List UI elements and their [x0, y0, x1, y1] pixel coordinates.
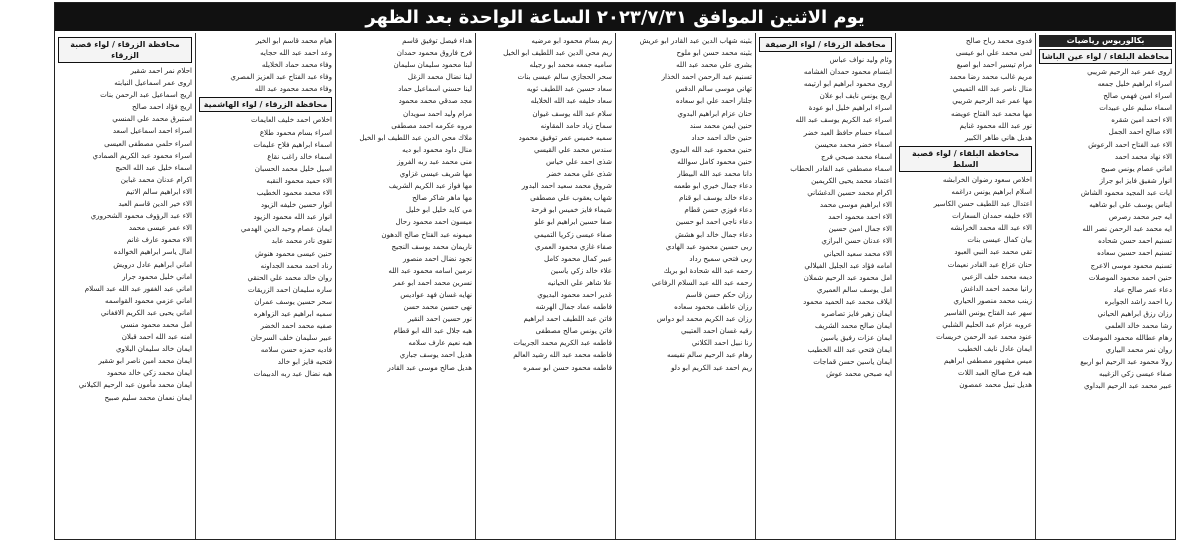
candidate-name: هديل هاني طاهر الكبير: [964, 132, 1032, 142]
candidate-name: ايه صبحي محمد عوش: [826, 369, 892, 379]
candidate-name: سحر الحجازي سالم عيسى بنات: [517, 72, 612, 82]
district-header: محافظة الزرقاء / لواء قصبة الزرقاء: [58, 37, 192, 63]
candidate-name: هديل احمد يوسف جباري: [399, 350, 472, 360]
candidate-name: ربى حسين محمود عبد الهادي: [665, 241, 752, 251]
candidate-name: مرام تيسير احمد ابو اصبع: [956, 60, 1032, 70]
candidate-name: امامه فؤاد عبد الجليل الفيلالي: [804, 260, 892, 270]
candidate-name: اسماء سليم علي عبيدات: [1099, 103, 1172, 113]
candidate-name: رزان رزق ابراهيم الحياني: [1097, 308, 1172, 318]
candidate-name: اخلاص سعود رضوان الخرابشه: [942, 174, 1032, 184]
degree-label: بكالوريوس رياضيات: [1039, 35, 1172, 47]
candidate-name: مها فواز عبد الكريم الشريف: [388, 181, 472, 191]
candidate-name: منال داود محمود ابو ديه: [402, 144, 472, 154]
candidate-name: ايمان خالد سليمان البلاوي: [115, 344, 192, 354]
candidate-name: اروى عمر اسماعيل النيابته: [114, 78, 192, 88]
candidate-name: لينا نضال محمد الزغل: [407, 72, 472, 82]
candidate-name: رحمه عبد الله شحادة ابو بريك: [663, 265, 752, 275]
candidate-name: الاء عبد الله محمد الخرابشه: [950, 223, 1032, 233]
candidate-name: ساميه جمعه محمد ابو رجيله: [529, 60, 612, 70]
candidate-name: رزان عاطف محمود سعاده: [674, 302, 752, 312]
candidate-name: فاطمه محمد عبد الله رشيد العالم: [513, 350, 612, 360]
candidate-name: اسماء حسام حافظ العبد خضر: [803, 127, 892, 137]
candidate-name: سلام عبد الله يوسف غيوان: [532, 108, 612, 118]
candidate-name: رزان حكم حسن قاسم: [685, 289, 752, 299]
candidate-name: سميه خميس عمر توفيق محمود: [518, 132, 612, 142]
candidate-name: ايه جبر محمد رصرص: [1108, 212, 1172, 222]
candidate-name: نرمين اسامه محمود عبد الله: [388, 265, 472, 275]
candidate-name: اسيل خليل محمد الحسبان: [254, 163, 332, 173]
candidate-name: اسراء عبد الكريم يوسف عبد الله: [795, 115, 892, 125]
candidate-name: حنان عزاع عبد القادر نعيمات: [947, 259, 1032, 269]
candidate-name: صفيه محمد احمد الخضر: [260, 321, 332, 331]
candidate-name: بثينه شهاب الدين عبد القادر ابو عريش: [639, 36, 752, 45]
candidate-name: ايمان عزات رفيق ياسين: [820, 333, 892, 343]
candidate-name: انوار عبد الله محمود الزيود: [253, 212, 332, 222]
candidate-name: فاتن يونس صالح مصطفى: [535, 326, 612, 336]
candidate-name: الاء ابراهيم موسى محمد: [819, 200, 892, 210]
candidate-name: ايات عبد المجيد محمود الشاش: [1080, 187, 1172, 197]
candidate-name: اكرام محمد حسين الدغشاني: [807, 188, 892, 198]
candidate-name: اماني عزمي محمود القواسمه: [105, 295, 192, 305]
candidate-name: روان خالد محمد علي الحنقي: [247, 272, 332, 282]
candidate-name: الاء محمد سعيد الحياني: [823, 248, 892, 258]
candidate-name: ايه محمد عبد الرحمن نصر الله: [1082, 224, 1172, 234]
candidate-name: الاء احمد امين شقره: [1111, 115, 1172, 125]
candidate-name: شهاب يعقوب علي مصطفى: [530, 193, 612, 203]
candidate-name: حنين ايمن محمد سند: [689, 120, 752, 130]
candidate-name: شذى علي محمد خضر: [546, 169, 612, 179]
candidate-name: هداء فيصل توفيق قاسم: [402, 36, 472, 45]
candidate-name: وئام وليد نواف عباس: [829, 55, 892, 64]
candidate-name: تقى محمد عبد النبي العبود: [954, 247, 1032, 257]
candidate-name: فاتن عبد اللطيف احمد ابراهيم: [523, 314, 612, 324]
candidate-name: صفاء غازي محمود العمري: [534, 241, 612, 251]
candidate-name: الاء خير الدين قاسم العبد: [118, 199, 192, 209]
candidate-name: سعاد خليفه عبد الله الخلايله: [530, 96, 612, 106]
candidate-name: اسراء بسام محمود طلاع: [259, 127, 332, 137]
candidate-name: ميسون احمد محمود رحال: [395, 217, 472, 227]
candidate-name: ايمان فتحي عبد الله الخطيب: [807, 345, 892, 355]
candidate-name: منى محمد عبد ربه الفروز: [397, 156, 472, 166]
candidate-name: ايمان محمد زكي خالد محمود: [106, 368, 192, 378]
candidate-name: تسنيم محمود موسى الاعرج: [1090, 260, 1172, 270]
candidate-name: وفاء عبد الفتاح عبد العزيز المصري: [230, 72, 332, 82]
candidate-name: رانيا محمد احمد الداغش: [960, 283, 1032, 293]
candidate-name: سهر عبد الفتاح يونس القاسير: [944, 307, 1032, 317]
candidate-name: مرام وليد احمد سويدان: [403, 108, 472, 118]
candidate-name: حنين محمود عبد الله البدوي: [670, 144, 752, 154]
candidate-name: هيام محمد قاسم ابو الخير: [255, 36, 332, 45]
candidate-name: اريج فؤاد احمد صالح: [131, 102, 192, 112]
candidate-name: دعاء جمال خالد ابو هشش: [675, 229, 752, 239]
candidate-name: هديل نبيل محمد عمصون: [959, 380, 1032, 390]
candidate-name: نهى حسين محمد حسن: [403, 302, 472, 312]
candidate-name: سعاد حسين عبد اللطيف ثويه: [526, 84, 612, 94]
candidate-name: الاء عبد الفتاح احمد الرعوش: [1088, 139, 1172, 149]
candidate-name: اسلام ابراهيم يونس دراغمه: [951, 186, 1032, 196]
candidate-name: رقيه غسان احمد العتيبي: [680, 326, 752, 336]
candidate-name: مها ماهر شاكر صالح: [412, 193, 472, 203]
candidate-name: استبرق محمد علي المنسي: [112, 114, 192, 124]
candidate-name: نسرين محمد احمد ابو عمر: [393, 277, 472, 287]
candidate-name: شذى احمد علي خياس: [545, 156, 612, 166]
candidate-name: ايمان عادل نايف الخطيب: [958, 344, 1032, 354]
candidate-name: اسماء خليل عبد الله الحبج: [115, 162, 192, 172]
candidate-name: ملاك محي الدين عبد اللطيف ابو الخيل: [359, 132, 472, 142]
candidate-name: هبه فرج صالح العبد اللات: [958, 368, 1032, 378]
candidate-name: فدوى محمد رباح صالح: [965, 36, 1032, 45]
candidate-name: نجود نضال احمد منصور: [403, 253, 472, 263]
candidate-name: اماني يحيى عبد الكريم الافغاني: [100, 307, 192, 317]
candidate-name: اماني خليل محمود جرار: [122, 271, 192, 281]
candidate-name: الاء خليفه حمدان السعارات: [952, 211, 1032, 221]
candidate-name: فاطمه عبد الكريم محمد الجريبات: [513, 338, 612, 348]
candidate-name: نور حسين احمد النقير: [407, 314, 472, 324]
candidate-name: نور عبد الله محمود غنايم: [959, 120, 1032, 130]
candidate-name: دعاء عمر صالح عياد: [1113, 284, 1172, 294]
candidate-name: عبير سليمان خلف السرحان: [250, 333, 332, 343]
candidate-name: حنين خالد احمد حداد: [691, 132, 752, 142]
candidate-name: اريج اسماعيل عبد الرحمن بنات: [100, 90, 192, 100]
candidate-name: سندس محمد علي القيسي: [533, 144, 612, 154]
candidate-name: اخلاص احمد خليف العايمات: [251, 115, 332, 125]
candidate-name: دعاء ناجي احمد ابو حسين: [675, 217, 752, 227]
candidate-name: مجد صدقي محمد محمود: [398, 96, 472, 106]
candidate-name: دعاء فوزي حسن قطام: [684, 205, 752, 215]
candidate-name: حنين محمود كامل سوالله: [677, 156, 752, 166]
candidate-name: اسماء خالد راغب نقاع: [267, 151, 332, 161]
candidate-name: انوار حسين خليفه الزيود: [260, 200, 332, 210]
candidate-name: ايمان نعمان محمد سليم صبيح: [104, 392, 192, 402]
candidate-name: الاء نهاد محمد احمد: [1114, 151, 1172, 161]
candidate-name: ابتسام محمود حمدان الغشامه: [803, 67, 892, 77]
candidate-name: الاء عمر عيسى محمد: [128, 223, 192, 233]
candidate-name: رنا نبيل احمد الكلاني: [691, 338, 752, 348]
candidate-name: اسراء امين فهمي صالح: [1103, 91, 1172, 101]
district-header: محافظة الزرقاء / لواء الرصيفة: [759, 37, 892, 52]
candidate-name: الاء ابراهيم سالم الاتيم: [125, 186, 192, 196]
candidate-name: اريج يونس نايف ابو علان: [819, 91, 892, 101]
candidate-name: ديمه محمد خلف الزعبي: [961, 271, 1032, 281]
candidate-name: امل محمد محمود منسي: [120, 319, 192, 329]
candidate-name: تسنيم عبد الرحمن احمد الخذار: [661, 72, 752, 82]
candidate-name: ريم بسام محمود ابو مرضيه: [531, 36, 612, 45]
candidate-name: غدير احمد محمود البديوي: [537, 289, 612, 299]
candidate-name: احلام نمر احمد شقير: [130, 66, 192, 75]
candidate-name: تسنيم احمد حسن شحاده: [1098, 236, 1172, 246]
candidate-name: حنين عيسى محمود هنوش: [255, 248, 332, 258]
candidate-name: اماني عبد الغفور عبد الله عبد السلام: [84, 283, 192, 293]
candidate-name: الاء احمد محمود احمد: [828, 212, 892, 222]
candidate-name: حنان عزام ابراهيم البدوي: [677, 108, 752, 118]
candidate-name: ريم احمد عبد الكريم ابو دلو: [671, 362, 752, 372]
name-column-6: [335, 33, 475, 539]
candidate-name: جلنار احمد علي ابو سعاده: [675, 96, 752, 106]
candidate-name: ايمان زهير فايز تصاصره: [821, 308, 892, 318]
candidate-name: ربا احمد راشد الجوابره: [1104, 296, 1172, 306]
candidate-name: اسراء ابراهيم خليل جمعه: [1097, 79, 1172, 89]
candidate-name: دانا محمد عبد الله البيطار: [677, 169, 752, 179]
candidate-name: الاء حميد محمود النقبه: [266, 175, 332, 185]
candidate-name: علاء خالد زكي ياسين: [550, 265, 612, 275]
candidate-name: اسماء خضر محمد محيسن: [814, 139, 892, 149]
candidate-name: رشا محمد خالد العلمي: [1105, 320, 1172, 330]
candidate-name: الاء صالح احمد الجمل: [1108, 127, 1172, 137]
candidate-name: اسماء محمد صبحي فرج: [820, 151, 892, 161]
candidate-name: اعتدال عبد اللطيف حسن الكاسير: [933, 199, 1032, 209]
candidate-name: منال ناصر عبد الله التميمي: [952, 84, 1032, 94]
candidate-name: ميمونه عبد الفتاح صالح الدهون: [381, 229, 472, 239]
candidate-name: ايمان ياسين حسن قماجات: [813, 357, 892, 367]
district-header: محافظة الزرقاء / لواء الهاشمية: [199, 97, 332, 112]
candidate-name: الاء جمال امين حسين: [828, 224, 892, 234]
candidate-name: امل محمود عبد الرحيم شملان: [803, 272, 892, 282]
newspaper-page: [54, 2, 1176, 540]
candidate-name: بثينه محمد حسن ابو ملوح: [676, 48, 752, 58]
candidate-name: هبه نضال عبد ربه الدبيمات: [253, 369, 332, 379]
candidate-name: فاطمه عماد جمال الهرشه: [535, 302, 612, 312]
candidate-name: عبير محمد عبد الرحيم البداوي: [1084, 381, 1172, 391]
candidate-name: رناد احمد محمد الجداونه: [260, 260, 332, 270]
candidate-name: ايمان محمد مأمون عبد الرحيم الكيلاني: [78, 380, 192, 390]
candidate-name: فاديه حمزه حسن سلامه: [260, 345, 332, 355]
candidate-name: روان نمر محمد البياري: [1105, 345, 1172, 355]
candidate-name: حنين احمد محمود الموصلات: [1088, 272, 1172, 282]
candidate-name: شيماء فايز خميس ابو فرحة: [531, 205, 612, 215]
candidate-name: اسماء مصطفى عبد القادر الحطاب: [790, 163, 892, 173]
candidate-name: مها عمر عبد الرحيم شريبي: [952, 96, 1032, 106]
candidate-name: مريم غالب محمد رضا محمد: [949, 72, 1032, 82]
candidate-name: رحمه عبد الله عبد السلام الرفاعي: [651, 277, 752, 287]
candidate-name: تقوى نادر محمد عابد: [271, 236, 332, 246]
candidate-name: بشرى علي محمد عبد الله: [676, 60, 752, 70]
candidate-name: بيان كمال عيسى بنات: [967, 235, 1032, 245]
candidate-name: رولا محمود عبد الرحيم ابو اربيع: [1080, 357, 1172, 367]
candidate-name: عبير كمال محمود كامل: [543, 253, 612, 263]
candidate-name: رزان عبد الكريم محمد ابو دواس: [656, 314, 752, 324]
candidate-name: سميه ابراهيم عيد الزواهره: [253, 308, 332, 318]
candidate-name: مها شريف عيسى غزاوي: [399, 169, 472, 179]
candidate-name: اروى محمود ابراهيم ابو ارتيمه: [803, 79, 892, 89]
candidate-name: دعاء جمال خيري ابو طعمه: [673, 181, 752, 191]
name-column-2: [895, 33, 1035, 539]
candidate-name: لمى محمد علي ابو عيسى: [955, 48, 1032, 58]
candidate-name: ايناس يوسف علي ابو شاهيه: [1089, 200, 1172, 210]
exam-date-banner: يوم الاثنين الموافق ٢٠٢٣/٧/٣١ الساعة الواحدة بعد الظهر: [55, 3, 1175, 31]
candidate-name: تسنيم احمد حسين سعاده: [1097, 248, 1172, 258]
candidate-name: شروق محمد سعيد احمد البدور: [521, 181, 612, 191]
candidate-name: اسراء ابراهيم خليل ابو عودة: [808, 103, 892, 113]
candidate-name: اكرام عدنان محمد غباين: [120, 174, 192, 184]
candidate-name: الاء عبد الرؤوف محمود الشحروري: [90, 211, 192, 221]
candidate-name: سماح زياد حامد المقاونه: [540, 120, 612, 130]
name-column-5: [475, 33, 615, 539]
candidate-name: لبنا محمود سليمان سليمان: [393, 60, 472, 70]
candidate-name: امل يوسف سالم العميري: [816, 284, 892, 294]
candidate-name: مروه عكرمه احمد مصطفى: [391, 120, 472, 130]
candidate-name: فرح فاروق محمود حمدان: [396, 48, 472, 58]
district-header: محافظة البلقاء / لواء عين الباشا: [1039, 49, 1172, 64]
name-column-8: [55, 33, 195, 539]
candidate-name: اعتماد محمد يحيى الكريمين: [811, 175, 892, 185]
candidate-name: زينب محمد منصور الحياري: [953, 295, 1032, 305]
candidate-name: عروبه عزام عبد الحليم الشلبي: [942, 319, 1032, 329]
candidate-name: وفاء محمد حماد الخلايله: [261, 60, 332, 70]
candidate-name: الاء محمود عارف غانم: [126, 235, 192, 245]
name-column-7: [195, 33, 335, 539]
candidate-name: اسراء محمود عبد الكريم الصمادي: [92, 150, 192, 160]
candidate-name: علا شاهر علي الحيانيه: [547, 277, 612, 287]
candidate-name: دعاء خالد يوسف ابو قنام: [679, 193, 752, 203]
candidate-name: اسراء حلمي مصطفى العيسى: [104, 138, 192, 148]
candidate-name: نهايه غسان فهد عواديس: [400, 289, 472, 299]
candidate-name: ميس مشهور مصطفى ابراهيم: [944, 356, 1032, 366]
candidate-name: فتحيه فايز ابو خالد: [277, 357, 332, 367]
candidate-name: اماني عصام يونس صبيح: [1100, 163, 1172, 173]
candidate-name: ايمان محمد امين ناصر ابو شقير: [98, 356, 192, 366]
candidate-name: لينا حسني اسماعيل حماد: [398, 84, 472, 94]
candidate-name: انوار شفيق فايز ابو جراز: [1099, 175, 1172, 185]
name-columns: [55, 33, 1175, 539]
candidate-name: صفاء عيسى زكي الزغيبه: [1098, 369, 1172, 379]
candidate-name: امال ياسر ابراهيم الخوالده: [113, 247, 192, 257]
candidate-name: الاء محمد محمود الخطيب: [256, 188, 332, 198]
candidate-name: وفاء محمد محمود عبد الله: [254, 84, 332, 94]
candidate-name: ايمان صالح محمد الشريف: [814, 321, 892, 331]
candidate-name: ربى فتحي سميح رداد: [689, 253, 752, 263]
name-column-1: [1035, 33, 1175, 539]
district-header: محافظة البلقاء / لواء قصبة السلط: [899, 146, 1032, 172]
candidate-name: صفاء عيسى زكريا التميمي: [534, 229, 612, 239]
candidate-name: ساره سليمان احمد الزريقات: [248, 284, 332, 294]
candidate-name: رهام عبد الرحيم سالم نفيسه: [667, 350, 752, 360]
candidate-name: اماني ابراهيم عادل درويش: [113, 259, 192, 269]
candidate-name: رهام عطالله محمود الموصلات: [1082, 333, 1172, 343]
candidate-name: فاطمه محمود حسن ابو سمره: [523, 362, 612, 372]
candidate-name: سحر حسين يوسف عمران: [254, 296, 332, 306]
name-column-4: [615, 33, 755, 539]
candidate-name: هبه نعيم عارف سلامه: [408, 338, 472, 348]
candidate-name: اسماء ابراهيم فلاح عليمات: [253, 139, 332, 149]
name-column-3: [755, 33, 895, 539]
candidate-name: مها محمد عبد الفتاح عويضه: [951, 108, 1032, 118]
candidate-name: صفا حسين ابراهيم ابو علو: [534, 217, 612, 227]
candidate-name: ريم محي الدين عبد اللطيف ابو الخيل: [503, 48, 612, 58]
candidate-name: اروى عمر عبد الرحيم شريبي: [1087, 67, 1172, 76]
candidate-name: ناريمان محمد يوسف النجيج: [391, 241, 472, 251]
candidate-name: ايمان عصام وحيد الدين الهدمي: [240, 224, 332, 234]
candidate-name: ايلاف محمد عبد الحميد محمود: [803, 296, 892, 306]
candidate-name: وعد احمد عبد الله حجايه: [260, 48, 332, 58]
candidate-name: امنه عبد الله احمد قبلان: [121, 332, 192, 342]
candidate-name: عنود محمد عبد الرحمن خريسات: [936, 332, 1032, 342]
candidate-name: تهاني موسى سالم الدقس: [675, 84, 752, 94]
candidate-name: هديل صالح موسى عبد القادر: [387, 362, 472, 372]
candidate-name: الاء عدنان حسن البرازي: [821, 236, 892, 246]
candidate-name: اسراء احمد اسماعيل اسعد: [112, 126, 192, 136]
candidate-name: مي كايد خليل ابو خليل: [405, 205, 472, 215]
candidate-name: هبه جلال عبد الله ابو قطام: [393, 326, 472, 336]
